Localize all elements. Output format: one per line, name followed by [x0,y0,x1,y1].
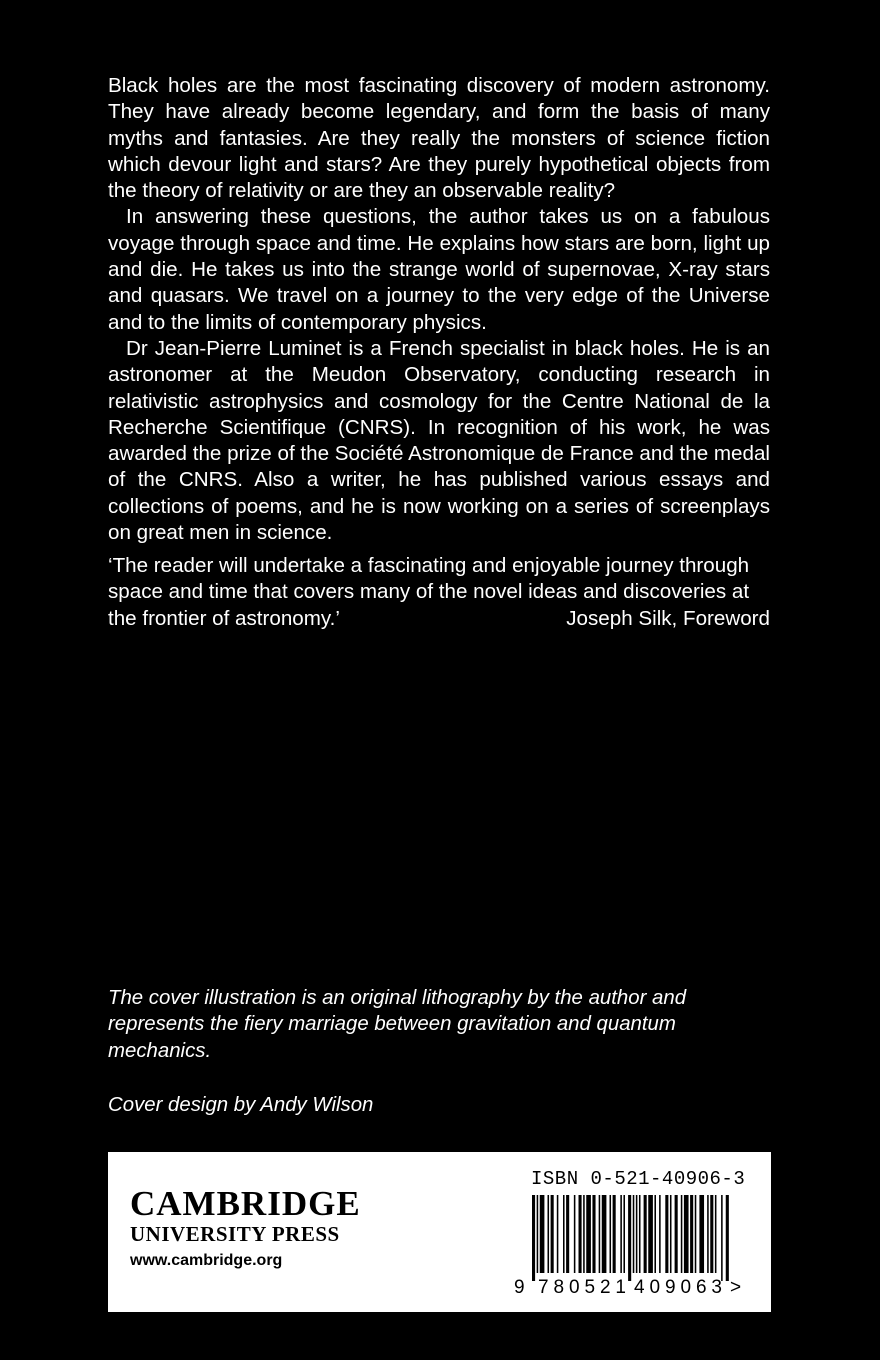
publisher-name: CAMBRIDGE [130,1184,361,1223]
publisher-url: www.cambridge.org [130,1252,283,1269]
barcode-bar [644,1195,647,1273]
barcode-bar [665,1195,668,1273]
barcode-bar [726,1195,729,1281]
barcode-left-group: 780521 [538,1277,626,1298]
barcode-bar [540,1195,545,1273]
barcode-bars [532,1195,729,1281]
barcode-bar [659,1195,661,1273]
publisher-logo [130,1186,361,1270]
barcode-bar [636,1195,638,1273]
barcode-bar [610,1195,612,1273]
barcode-bar [613,1195,616,1273]
quote-attribution: Joseph Silk, Foreword [566,606,770,630]
barcode-bar [586,1195,591,1273]
barcode-bar [681,1195,683,1273]
barcode-bar [602,1195,607,1273]
barcode-bar [566,1195,569,1273]
barcode-bar [675,1195,678,1273]
barcode-bar [690,1195,693,1273]
barcode-bar [684,1195,689,1273]
barcode-bar [695,1195,697,1273]
barcode-bar [633,1195,635,1273]
barcode-panel [108,1152,771,1312]
barcode-bar [537,1195,539,1273]
cover-design-credit: Cover design by Andy Wilson [108,1094,374,1116]
barcode-bar [654,1195,656,1273]
publisher-press: UNIVERSITY PRESS [130,1222,340,1246]
barcode-marker: > [730,1277,742,1298]
barcode-right-group: 409063 [634,1277,722,1298]
barcode-bar [557,1195,559,1273]
blurb-paragraph-1: Black holes are the most fascinating discovery of modern astronomy. They have already become legendary, and form the basis of many myths and fantasies. Are they really the monsters of science fiction which devour light and stars? Are they purely hypothetical objects from the theory of relativity or are they an observable reality? [108,74,770,203]
barcode-bar [592,1195,595,1273]
barcode-bar [548,1195,550,1273]
review-quote [108,553,770,632]
barcode-bar [648,1195,653,1273]
cover-illustration-note: The cover illustration is an original lithography by the author and represents the fiery marriage between gravitation and quantum mechanics. [108,987,687,1062]
barcode-bar [710,1195,713,1273]
barcode-bar [699,1195,704,1273]
barcode-bar [721,1195,723,1281]
barcode-lead-digit: 9 [514,1277,525,1298]
barcode-bar [599,1195,601,1273]
barcode-bar [563,1195,565,1273]
blurb-paragraph-3: Dr Jean-Pierre Luminet is a French specialist in black holes. He is an astronomer at the Meudon Observatory, conducting research in relativistic astrophysics and cosmology for the Centre National de la Recherche Scientifique (CNRS). In recognition of his work, he was awarded the prize of the Société Astronomique de France and the medal of the CNRS. Also a writer, he has published various essays and collections of poems, and he is now working on a series of screenplays on great men in science. [108,336,770,545]
barcode-bar [628,1195,631,1281]
barcode-bar [707,1195,709,1273]
barcode-bar [532,1195,535,1281]
blurb-paragraph-2: In answering these questions, the author takes us on a fabulous voyage through space and time. He explains how stars are born, light up and die. He takes us into the strange world of supernovae, X-ray stars and quasars. We travel on a journey to the very edge of the Universe and to the limits of contemporary physics. [108,205,770,334]
barcode-bar [583,1195,585,1273]
barcode-bar [551,1195,554,1273]
barcode-bar [623,1195,625,1273]
barcode [508,1195,748,1299]
barcode-bar [579,1195,582,1273]
barcode-bar [670,1195,672,1273]
quote-text: ‘The reader will undertake a fascinating and enjoyable journey through space and time that covers many of the novel ideas and discoveries at the frontier of astronomy.’ [108,554,750,630]
blurb [108,73,770,546]
isbn-label: ISBN 0-521-40906-3 [531,1168,746,1190]
barcode-bar [620,1195,622,1273]
barcode-bar [715,1195,717,1273]
barcode-bar [574,1195,576,1273]
barcode-bar [639,1195,641,1273]
